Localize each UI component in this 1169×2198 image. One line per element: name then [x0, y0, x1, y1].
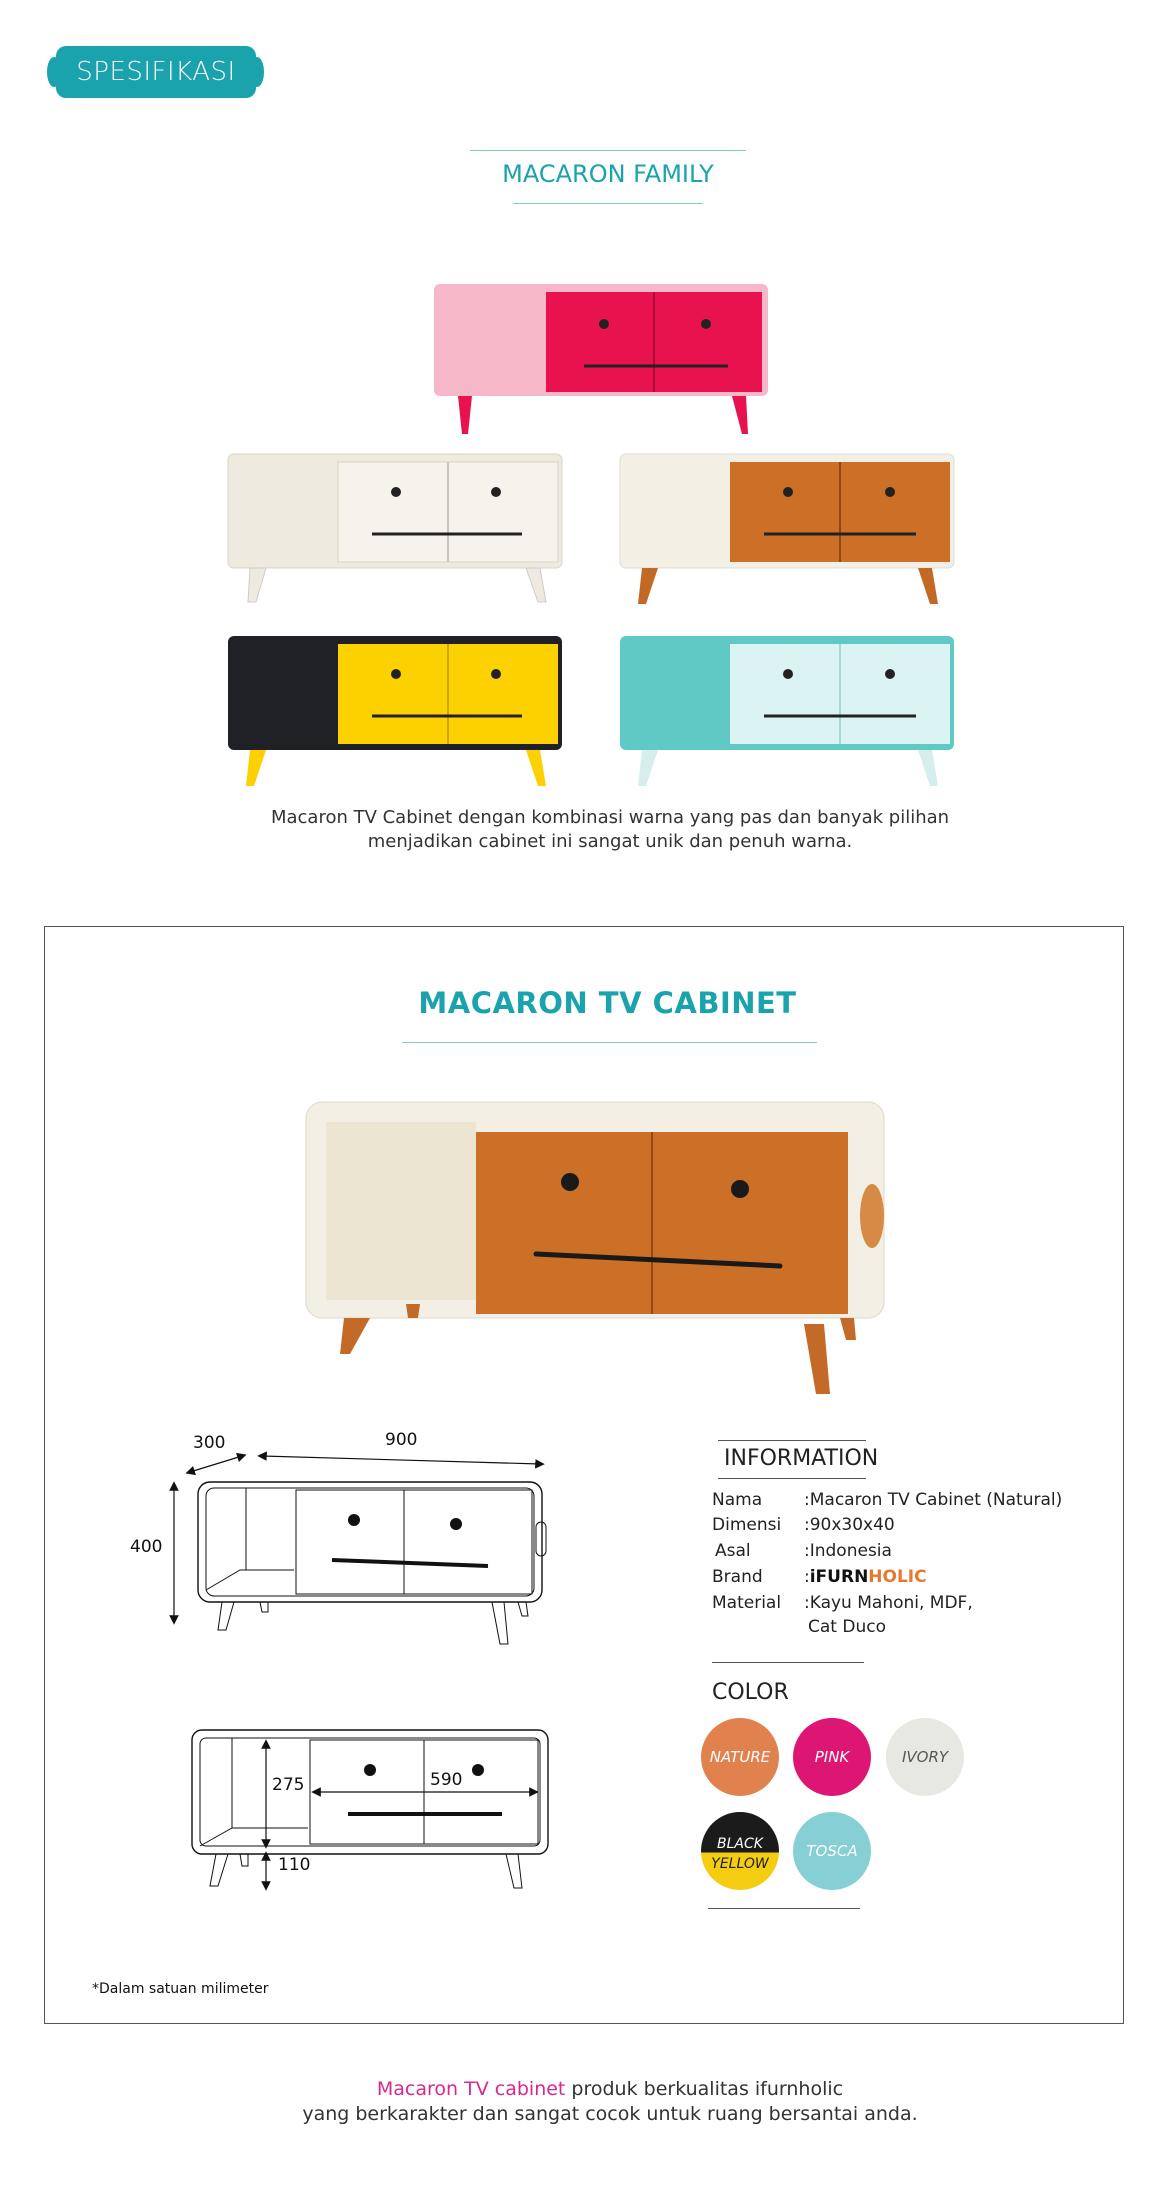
- family-caption-line1: Macaron TV Cabinet dengan kombinasi warna yang pas dan banyak pilihan: [270, 807, 950, 828]
- info-value: :Kayu Mahoni, MDF,: [804, 1593, 973, 1613]
- info-row-brand: [712, 1567, 1072, 1587]
- information-title: INFORMATION: [724, 1446, 879, 1471]
- cabinet-tosca: [618, 634, 958, 794]
- info-key: Material: [712, 1593, 782, 1613]
- swatch-label: IVORY: [901, 1748, 949, 1766]
- color-rule-top: [712, 1662, 864, 1663]
- technical-drawing-inner: [180, 1720, 560, 1900]
- swatch-pink: [793, 1718, 871, 1796]
- footer-highlight: Macaron TV cabinet: [376, 2078, 566, 2100]
- swatch-label: NATURE: [709, 1748, 771, 1766]
- brand-name-a: iFURN: [809, 1567, 869, 1587]
- cabinet-pink: [432, 280, 772, 440]
- info-key: Brand: [712, 1567, 763, 1587]
- family-caption-line2: menjadikan cabinet ini sangat unik dan penuh warna.: [367, 831, 853, 852]
- product-title: MACARON TV CABINET: [418, 986, 797, 1020]
- info-row-nama: [712, 1490, 1072, 1510]
- swatch-label: TOSCA: [806, 1842, 858, 1860]
- info-rule-top: [718, 1440, 866, 1441]
- info-rule-bottom: [718, 1478, 866, 1479]
- dim-width: 900: [385, 1430, 418, 1450]
- info-value: :Indonesia: [804, 1541, 892, 1561]
- swatch-label: PINK: [814, 1748, 850, 1766]
- product-title-rule: [402, 1042, 817, 1043]
- footer-line2: yang berkarakter dan sangat cocok untuk ruang bersantai anda.: [302, 2103, 918, 2125]
- swatch-tosca: [793, 1812, 871, 1890]
- info-row-material-2: [808, 1617, 1168, 1637]
- family-title-rule-bottom: [513, 203, 703, 204]
- info-value: Cat Duco: [808, 1617, 886, 1637]
- swatch-black-yellow: [701, 1812, 779, 1890]
- info-row-material: [712, 1593, 1072, 1613]
- info-key: Dimensi: [712, 1515, 782, 1535]
- swatch-ivory: [886, 1718, 964, 1796]
- footer-line1-rest: produk berkualitas ifurnholic: [565, 2078, 844, 2100]
- info-row-dimensi: [712, 1515, 1072, 1535]
- spesifikasi-badge: SPESIFIKASI: [56, 46, 256, 98]
- cabinet-natural: [618, 452, 958, 612]
- dim-depth: 300: [193, 1433, 226, 1453]
- color-rule-bottom: [708, 1908, 860, 1909]
- dim-inner-height: 275: [272, 1775, 305, 1795]
- info-value: :90x30x40: [804, 1515, 895, 1535]
- info-row-asal: [715, 1541, 1075, 1561]
- footer-line1: [200, 2077, 1020, 2102]
- technical-drawing-front: [130, 1430, 560, 1650]
- dim-leg-height: 110: [278, 1855, 311, 1875]
- swatch-label: BLACK: [717, 1836, 763, 1852]
- info-value: :Macaron TV Cabinet (Natural): [804, 1490, 1063, 1510]
- unit-note: *Dalam satuan milimeter: [92, 1981, 269, 1997]
- info-key: Asal: [715, 1541, 751, 1561]
- footer-text: [200, 2077, 1020, 2127]
- info-key: Nama: [712, 1490, 763, 1510]
- cabinet-black-yellow: [226, 634, 566, 794]
- info-value-prefix: :: [804, 1567, 810, 1587]
- cabinet-ivory: [226, 452, 566, 612]
- swatch-label-2: YELLOW: [711, 1856, 769, 1872]
- dim-inner-width: 590: [430, 1770, 463, 1790]
- family-title: MACARON FAMILY: [502, 160, 714, 188]
- family-title-rule-top: [470, 150, 746, 151]
- family-caption: [200, 806, 1020, 854]
- product-image: [300, 1092, 900, 1402]
- color-title: COLOR: [712, 1680, 789, 1705]
- brand-name-b: HOLIC: [868, 1567, 927, 1587]
- swatch-nature: [701, 1718, 779, 1796]
- dim-height: 400: [130, 1537, 163, 1557]
